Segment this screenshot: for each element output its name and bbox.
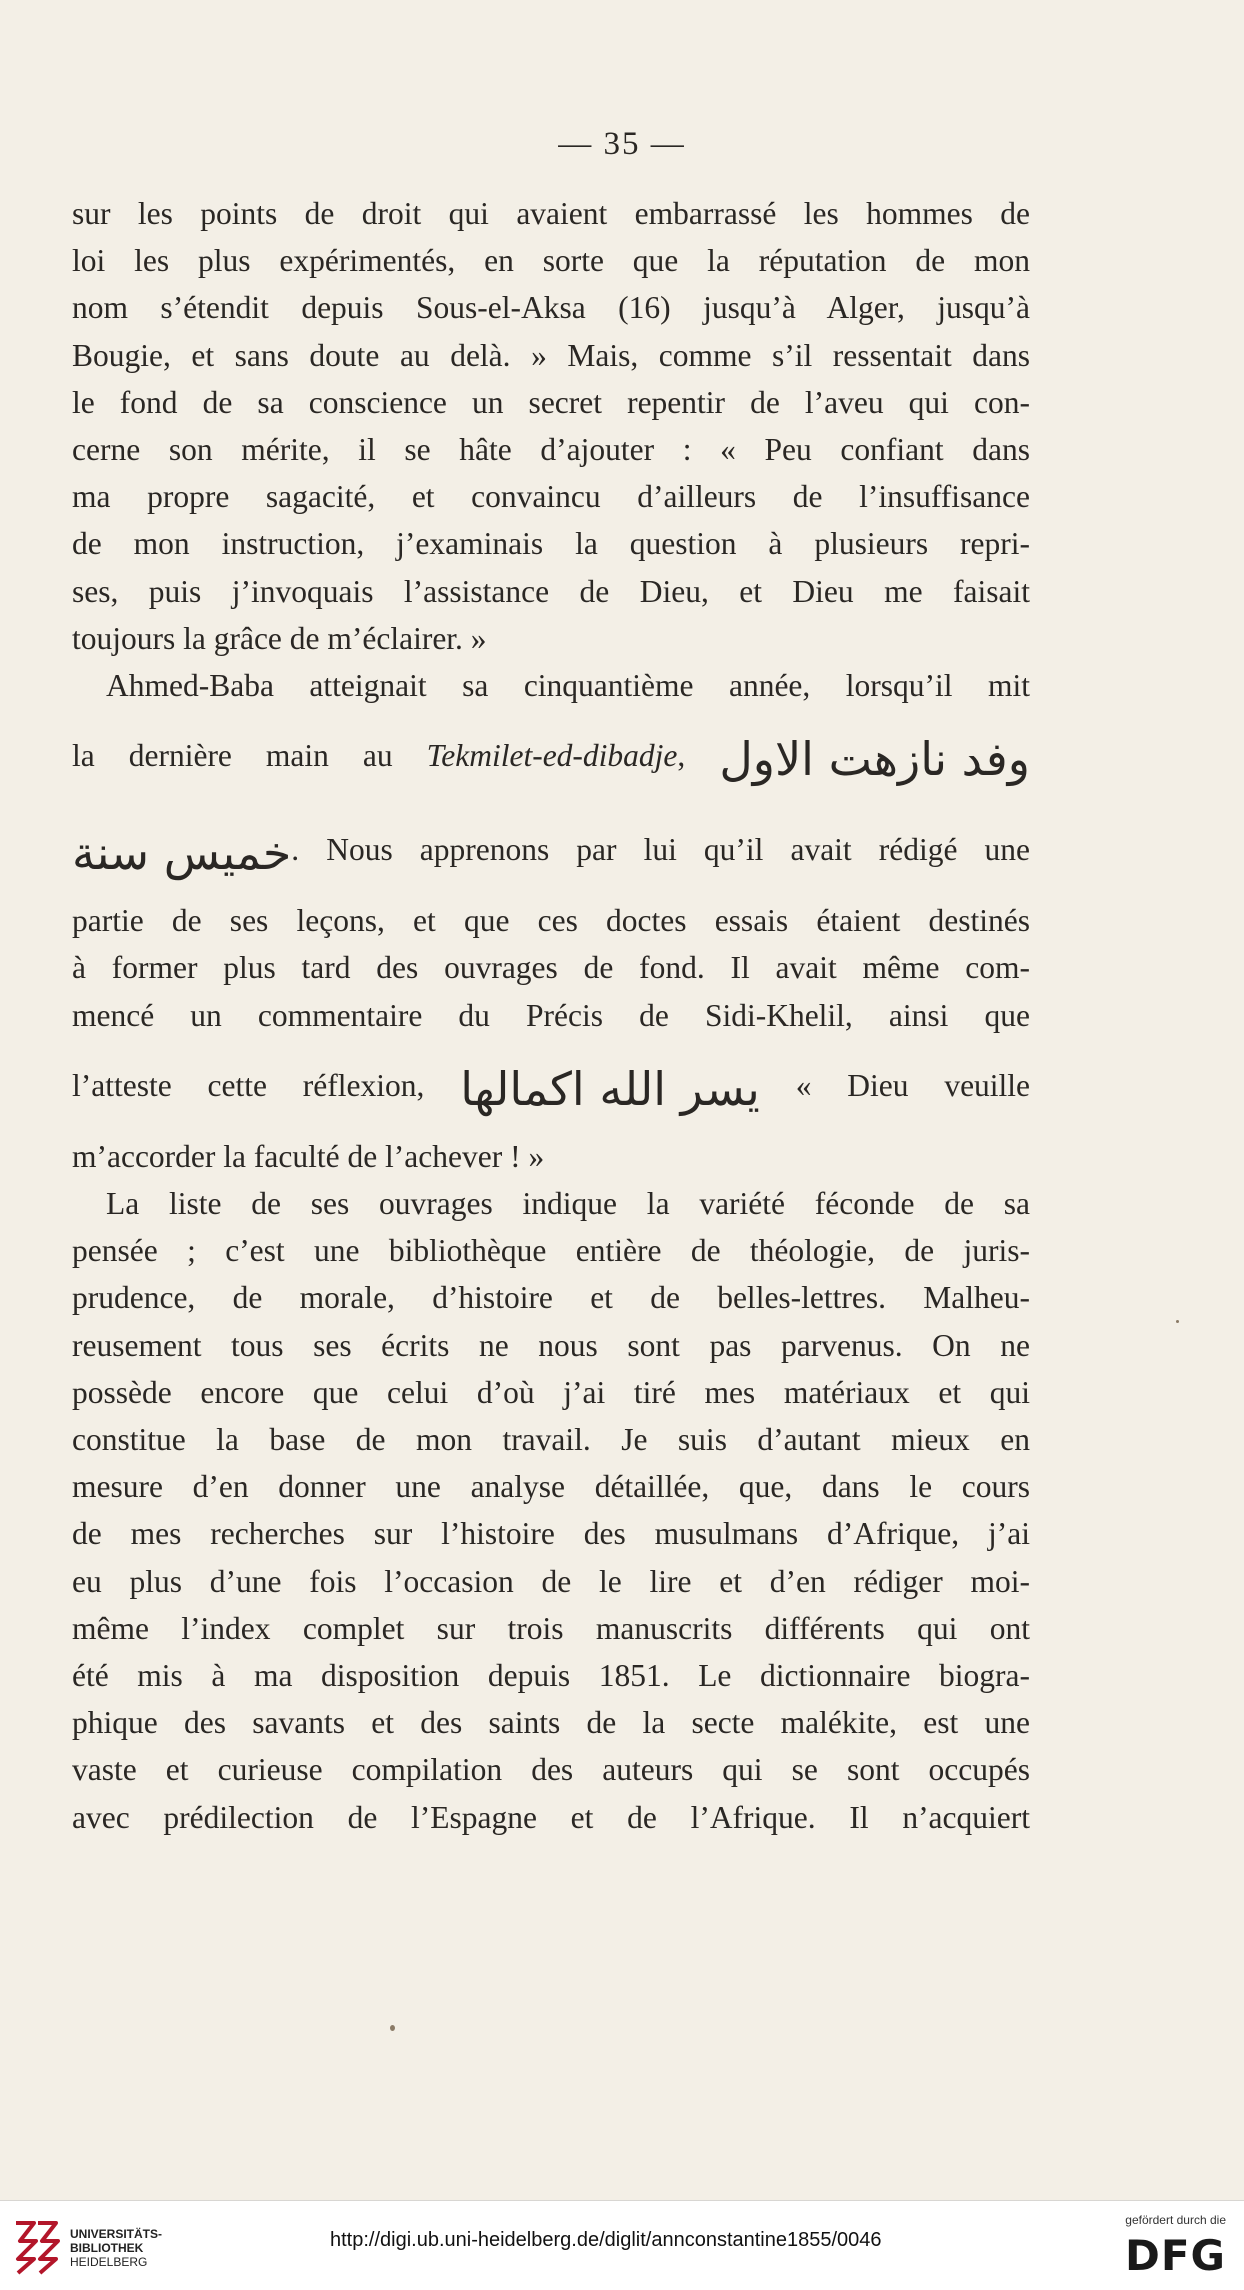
text-fragment: la dernière main au — [72, 738, 427, 774]
paper-speck — [390, 2025, 395, 2031]
arabic-phrase: يسر الله اكمالها — [460, 1061, 760, 1116]
arabic-phrase: خميس سنة — [72, 826, 292, 880]
text-line: à former plus tard des ouvrages de fond. Il avait même com- — [72, 950, 1030, 986]
text-line: reusement tous ses écrits ne nous sont pas parvenus. On ne — [72, 1327, 1030, 1363]
mixed-line-2 — [72, 803, 1030, 897]
text-line: possède encore que celui d’où j’ai tiré mes matériaux et qui — [72, 1374, 1030, 1410]
text-line: La liste de ses ouvrages indique la variété féconde de sa — [106, 1186, 1030, 1222]
uni-line: BIBLIOTHEK — [70, 2241, 144, 2255]
text-fragment: , — [677, 738, 686, 774]
university-logo-icon — [12, 2219, 62, 2277]
paper-speck — [1176, 1320, 1179, 1323]
paragraph-1 — [72, 190, 1030, 662]
body-text — [72, 190, 1030, 1841]
dfg-logo: DFG — [1124, 2231, 1226, 2280]
text-fragment: . Nous apprenons par lui qu’il avait rédigé une — [291, 832, 1030, 868]
text-line: constitue la base de mon travail. Je suis d’autant mieux en — [72, 1422, 1030, 1458]
university-name — [70, 2227, 162, 2269]
text-line: m’accorder la faculté de l’achever ! » — [72, 1138, 545, 1174]
text-line: vaste et curieuse compilation des auteurs qui se sont occupés — [72, 1752, 1030, 1788]
arabic-phrase: وفد نازهت الاول — [719, 732, 1031, 786]
text-line: eu plus d’une fois l’occasion de le lire et d’en rédiger moi- — [72, 1563, 1030, 1599]
text-line: mesure d’en donner une analyse détaillée, que, dans le cours — [72, 1469, 1030, 1505]
paragraph-2 — [72, 662, 1030, 1180]
text-line: été mis à ma disposition depuis 1851. Le dictionnaire biogra- — [72, 1658, 1030, 1694]
text-line: le fond de sa conscience un secret repentir de l’aveu qui con- — [72, 384, 1030, 420]
mixed-line-3 — [72, 1039, 1030, 1133]
text-line: de mon instruction, j’examinais la question à plusieurs repri- — [72, 526, 1030, 562]
mixed-line-1 — [72, 709, 1030, 803]
text-line: de mes recherches sur l’histoire des musulmans d’Afrique, j’ai — [72, 1516, 1030, 1552]
text-line: prudence, de morale, d’histoire et de belles-lettres. Malheu- — [72, 1280, 1030, 1316]
text-line: ma propre sagacité, et convaincu d’ailleurs de l’insuffisance — [72, 479, 1030, 515]
text-line: Bougie, et sans doute au delà. » Mais, comme s’il ressentait dans — [72, 337, 1030, 373]
text-line: partie de ses leçons, et que ces doctes essais étaient destinés — [72, 903, 1030, 939]
text-line: sur les points de droit qui avaient embarrassé les hommes de — [72, 196, 1030, 231]
text-line: mencé un commentaire du Précis de Sidi-Khelil, ainsi que — [72, 997, 1030, 1033]
text-line: loi les plus expérimentés, en sorte que la réputation de mon — [72, 243, 1030, 279]
text-fragment: « Dieu veuille — [795, 1067, 1031, 1103]
page-number: — 35 — — [558, 126, 686, 162]
text-line: même l’index complet sur trois manuscrits différents qui ont — [72, 1610, 1030, 1646]
text-line: toujours la grâce de m’éclairer. » — [72, 620, 487, 656]
uni-line: HEIDELBERG — [70, 2255, 148, 2269]
text-line: nom s’étendit depuis Sous-el-Aksa (16) jusqu’à Alger, jusqu’à — [72, 290, 1030, 326]
source-url-link[interactable]: http://digi.ub.uni-heidelberg.de/diglit/annconstantine1855/0046 — [330, 2229, 882, 2251]
book-title: Tekmilet-ed-dibadje — [426, 738, 678, 774]
text-line: phique des savants et des saints de la secte malékite, est une — [72, 1705, 1030, 1741]
footer-bar — [0, 2200, 1244, 2290]
text-line: pensée ; c’est une bibliothèque entière de théologie, de juris- — [72, 1233, 1030, 1269]
text-line: Ahmed-Baba atteignait sa cinquantième année, lorsqu’il mit — [106, 668, 1030, 704]
paragraph-3 — [72, 1180, 1030, 1841]
uni-line: UNIVERSITÄTS- — [70, 2227, 163, 2241]
text-fragment: l’atteste cette réflexion, — [72, 1067, 425, 1103]
text-line: avec prédilection de l’Espagne et de l’Afrique. Il n’acquiert — [72, 1799, 1030, 1835]
text-line: cerne son mérite, il se hâte d’ajouter : « Peu confiant dans — [72, 432, 1030, 468]
text-line: ses, puis j’invoquais l’assistance de Dieu, et Dieu me faisait — [72, 573, 1030, 609]
funding-caption: gefördert durch die — [1125, 2213, 1226, 2227]
